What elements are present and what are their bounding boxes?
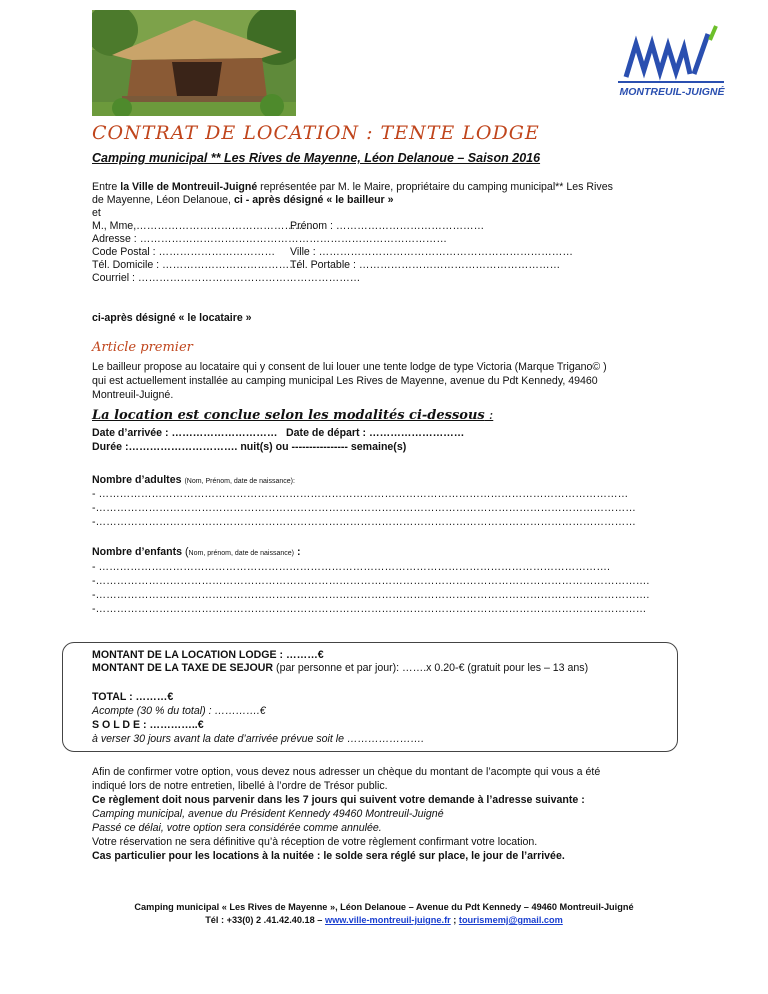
lodge-amount[interactable]: MONTANT DE LA LOCATION LODGE : ………€ (92, 649, 324, 661)
tent-lodge-photo (92, 10, 296, 116)
adults-label: Nombre d’adultes (Nom, Prénom, date de naissance): (92, 474, 295, 486)
tenant-designation: ci-après désigné « le locataire » (92, 312, 252, 324)
adult-line-1[interactable]: - …………………………………………………………………………………………………………………………………… (92, 488, 629, 500)
balance-due-date[interactable]: à verser 30 jours avant la date d’arrivée prévue soit le …………………. (92, 733, 425, 745)
intro-line-2: de Mayenne, Léon Delanoue, ci - après désigné « le bailleur » (92, 194, 394, 206)
logo-text: MONTREUIL-JUIGNÉ (619, 86, 725, 98)
child-line-1[interactable]: - ………………………………………………………………………………………………………………………………. (92, 561, 610, 573)
condition-7: Cas particulier pour les locations à la nuitée : le solde sera réglé sur place, le jour de l’arrivée. (92, 850, 565, 862)
children-label: Nombre d’enfants (Nom, prénom, date de naissance) : (92, 546, 301, 558)
adult-line-2[interactable]: -……………………………………………………………………………………………………………………………………… (92, 502, 636, 514)
intro-et: et (92, 207, 101, 219)
article-text-3: Montreuil-Juigné. (92, 389, 174, 401)
home-phone-field[interactable]: Tél. Domicile : ………………………………… (92, 259, 300, 271)
footer-contact: Tél : +33(0) 2 .41.42.40.18 – www.ville-montreuil-juigne.fr ; tourismemj@gmail.com (205, 915, 563, 925)
modalites-heading: La location est conclue selon les modalités ci-dessous : (92, 408, 494, 423)
website-link[interactable]: www.ville-montreuil-juigne.fr (324, 915, 451, 925)
departure-date-field[interactable]: Date de départ : ……………………… (286, 427, 465, 439)
article-text-1: Le bailleur propose au locataire qui y consent de lui louer une tente lodge de type Victoria (Marque Trigano© ) (92, 361, 607, 373)
condition-4: Camping municipal, avenue du Président Kennedy 49460 Montreuil-Juigné (92, 808, 444, 820)
duration-field[interactable]: Durée :…………………………. nuit(s) ou ---------------- semaine(s) (92, 441, 407, 453)
city-field[interactable]: Ville : ……………………………………………………………… (290, 246, 573, 258)
tenant-name-field[interactable]: M., Mme,…………………………………………… (92, 220, 317, 232)
total-amount[interactable]: TOTAL : ………€ (92, 691, 174, 703)
condition-6: Votre réservation ne sera définitive qu’à réception de votre règlement confirmant votre location. (92, 836, 538, 848)
email-field[interactable]: Courriel : ……………………………………………………… (92, 272, 361, 284)
mobile-phone-field[interactable]: Tél. Portable : ………………………………………………… (290, 259, 561, 271)
child-line-3[interactable]: -…………………………………………………………………………………………………………………………………………. (92, 589, 650, 601)
article-heading: Article premier (92, 340, 193, 355)
intro-line-1: Entre la Ville de Montreuil-Juigné représentée par M. le Maire, propriétaire du camping municipal** Les Rives (92, 181, 613, 193)
child-line-2[interactable]: -…………………………………………………………………………………………………………………………………………. (92, 575, 650, 587)
email-link[interactable]: tourismemj@gmail.com (458, 915, 563, 925)
child-line-4[interactable]: -………………………………………………………………………………………………………………………………………… (92, 603, 647, 615)
address-field[interactable]: Adresse : …………………………………………………………………………… (92, 233, 447, 245)
condition-3: Ce règlement doit nous parvenir dans les 7 jours qui suivent votre demande à l’adresse suivante : (92, 794, 585, 806)
deposit-amount[interactable]: Acompte (30 % du total) : ………….€ (92, 705, 266, 717)
condition-2: indiqué lors de notre entretien, libellé à l’ordre de Trésor public. (92, 780, 388, 792)
condition-1: Afin de confirmer votre option, vous devez nous adresser un chèque du montant de l’acompte qui vous a été (92, 766, 601, 778)
tenant-firstname-field[interactable]: Prénom : …………………………………… (290, 220, 485, 232)
footer-address: Camping municipal « Les Rives de Mayenne », Léon Delanoue – Avenue du Pdt Kennedy – 49460 Montreuil-Juigné (134, 902, 634, 912)
condition-5: Passé ce délai, votre option sera considérée comme annulée. (92, 822, 382, 834)
montreuil-juigne-logo (606, 22, 736, 108)
page-subtitle: Camping municipal ** Les Rives de Mayenne, Léon Delanoue – Saison 2016 (92, 151, 541, 165)
arrival-date-field[interactable]: Date d’arrivée : ………………………… (92, 427, 278, 439)
balance-amount[interactable]: S O L D E : …………..€ (92, 719, 204, 731)
tourist-tax[interactable]: MONTANT DE LA TAXE DE SEJOUR (par personne et par jour): …….x 0.20-€ (gratuit pour les – 13 ans) (92, 662, 589, 674)
adult-line-3[interactable]: -……………………………………………………………………………………………………………………………………… (92, 516, 636, 528)
postal-code-field[interactable]: Code Postal : …………………………… (92, 246, 276, 258)
page-title: CONTRAT DE LOCATION : TENTE LODGE (92, 122, 540, 144)
article-text-2: qui est actuellement installée au camping municipal Les Rives de Mayenne, avenue du Pdt Kennedy, 49460 (92, 375, 598, 387)
